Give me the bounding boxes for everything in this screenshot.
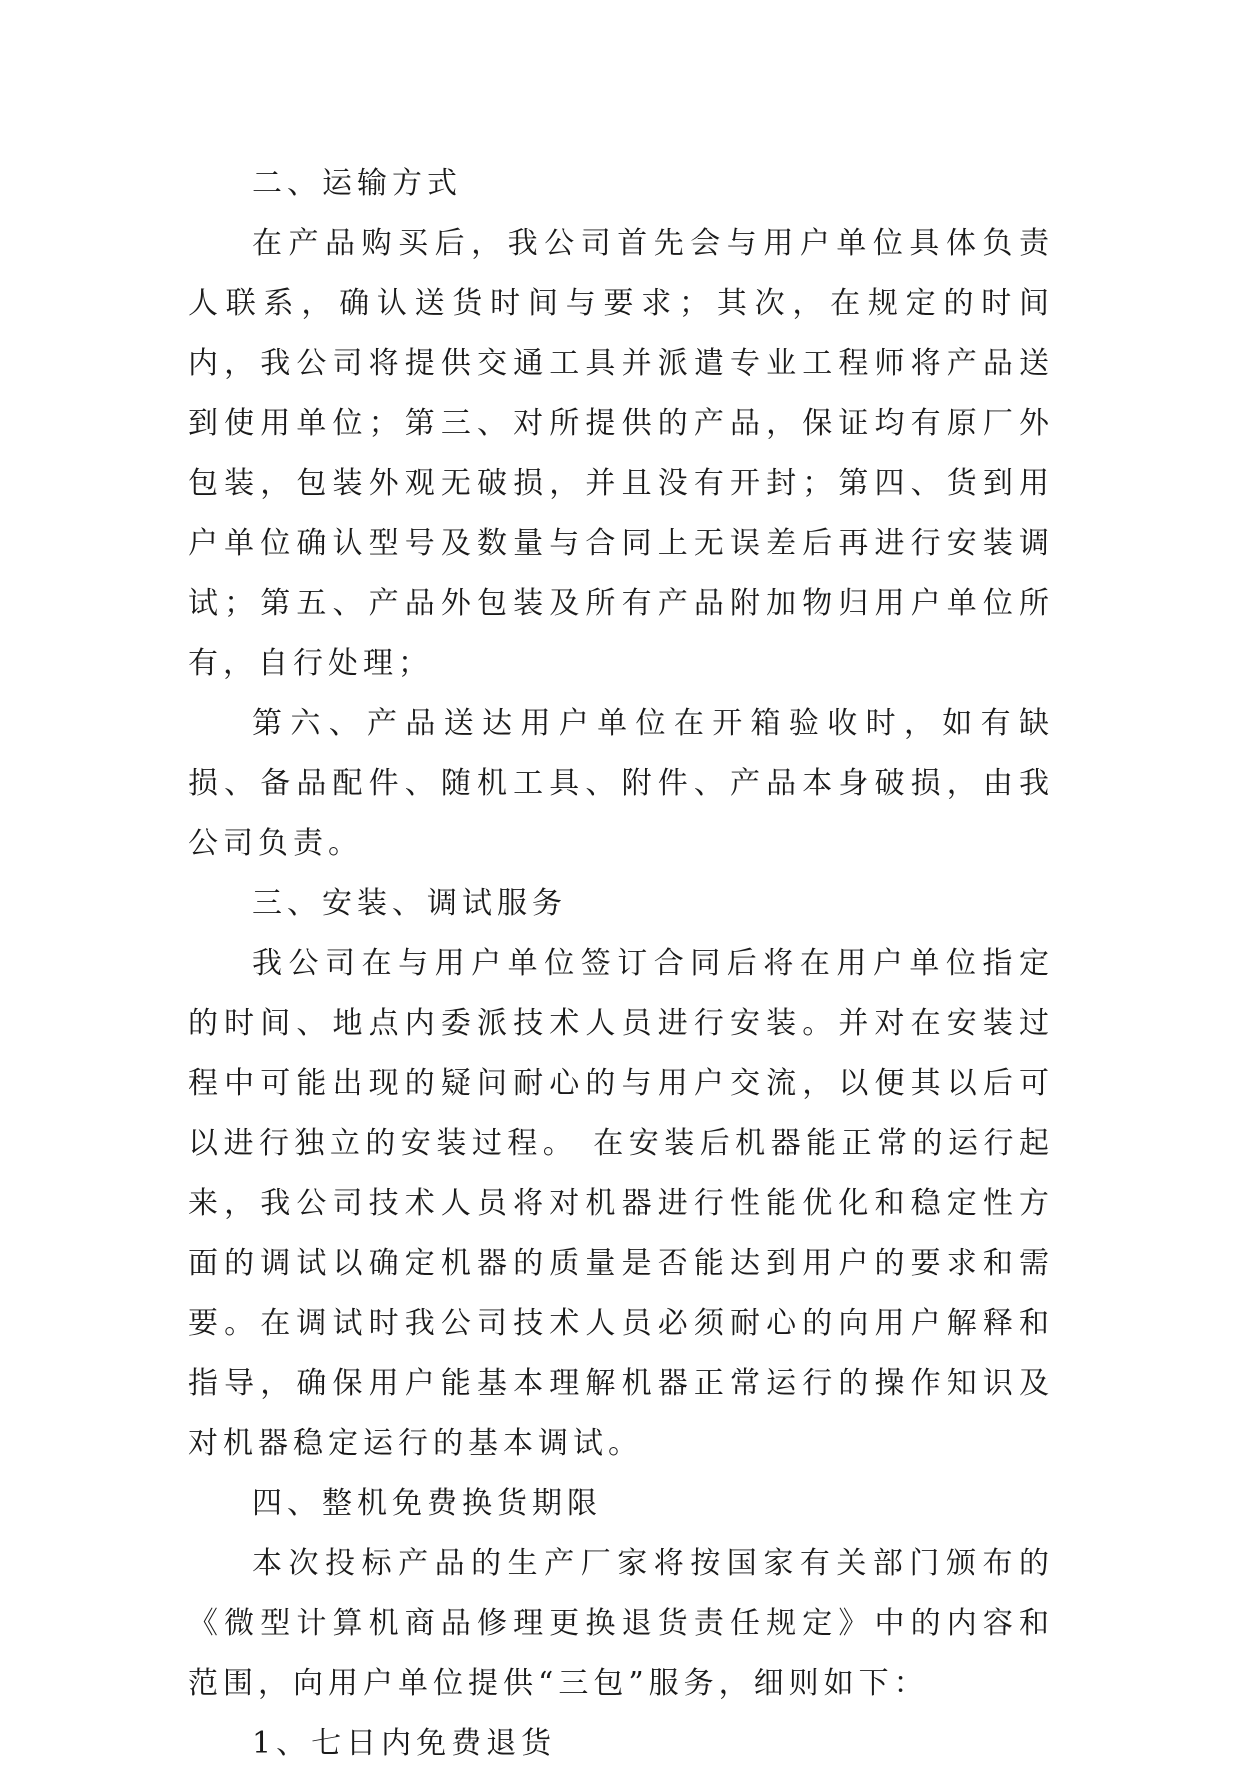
section-heading-installation: 三、安装、调试服务 (252, 886, 567, 921)
paragraph-transport-sixth: 第六、产品送达用户单位在开箱验收时，如有缺损、备品配件、随机工具、附件、产品本身破损，由我公司负责。 (188, 706, 1054, 861)
paragraph-exchange-details: 本次投标产品的生产厂家将按国家有关部门颁布的《微型计算机商品修理更换退货责任规定》中的内容和范围，向用户单位提供“三包”服务，细则如下： (188, 1546, 1054, 1701)
list-item-return: 1、七日内免费退货 (252, 1726, 557, 1761)
section-heading-transport: 二、运输方式 (252, 166, 462, 201)
document-body (188, 154, 1054, 1774)
paragraph-transport-details: 在产品购买后，我公司首先会与用户单位具体负责人联系，确认送货时间与要求；其次，在规定的时间内，我公司将提供交通工具并派遣专业工程师将产品送到使用单位；第三、对所提供的产品，保证均有原厂外包装，包装外观无破损，并且没有开封；第四、货到用户单位确认型号及数量与合同上无误差后再进行安装调试；第五、产品外包装及所有产品附加物归用户单位所有，自行处理； (188, 226, 1054, 681)
paragraph-installation-details: 我公司在与用户单位签订合同后将在用户单位指定的时间、地点内委派技术人员进行安装。并对在安装过程中可能出现的疑问耐心的与用户交流，以便其以后可以进行独立的安装过程。 在安装后机器能正常的运行起来，我公司技术人员将对机器进行性能优化和稳定性方面的调试以确定机器的质量是否能达到用户的要求和需要。在调试时我公司技术人员必须耐心的向用户解释和指导，确保用户能基本理解机器正常运行的操作知识及对机器稳定运行的基本调试。 (188, 946, 1054, 1461)
section-heading-exchange: 四、整机免费换货期限 (252, 1486, 602, 1521)
